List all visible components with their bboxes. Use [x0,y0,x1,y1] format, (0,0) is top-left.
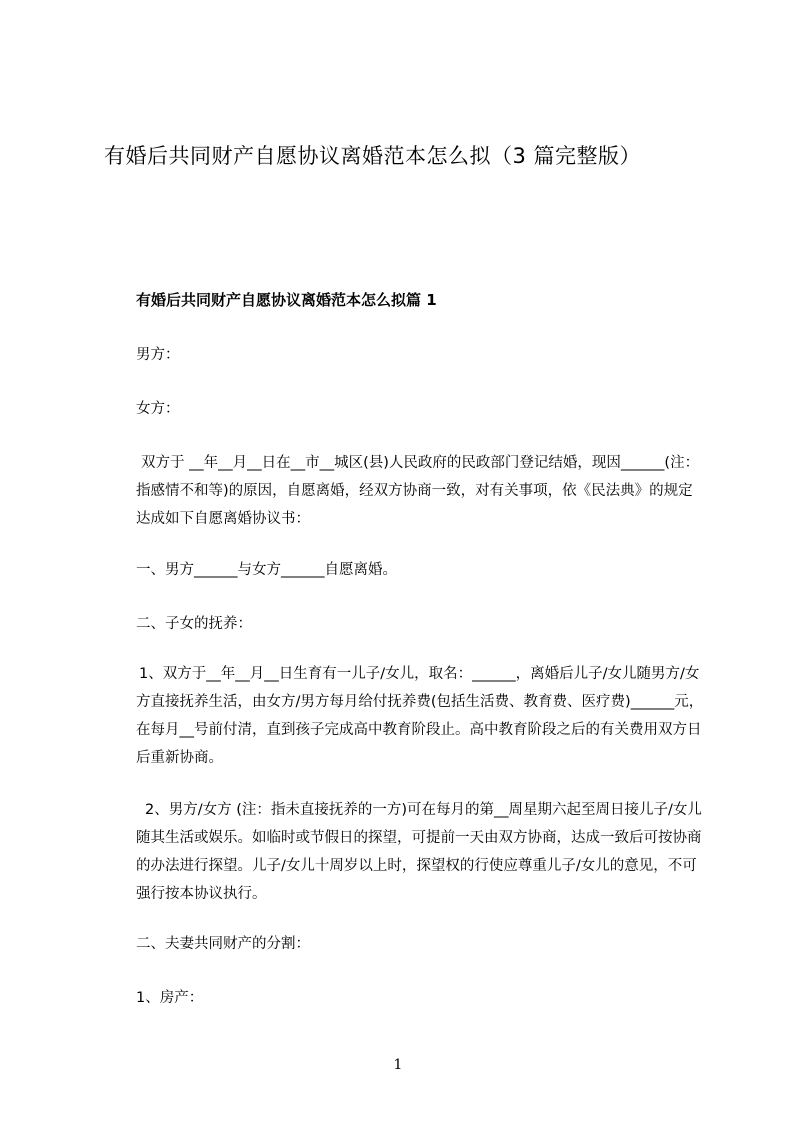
paragraph-child-custody: 1、双方于__年__月__日生育有一儿子/女儿，取名：______，离婚后儿子/女儿随男方/女方直接抚养生活，由女方/男方每月给付抚养费(包括生活费、教育费、医疗费)______元，在每月__号前付清，直到孩子完成高中教育阶段止。高中教育阶段之后的有关费用双方日后重新协商。 [136,666,704,766]
document-title: 有婚后共同财产自愿协议离婚范本怎么拟（3 篇完整版） [104,144,642,168]
paragraph-female-party: 女方： [136,401,180,417]
paragraph-clause-divorce: 一、男方______与女方______自愿离婚。 [136,562,397,578]
paragraph-real-estate: 1、房产： [136,990,204,1006]
section-heading: 有婚后共同财产自愿协议离婚范本怎么拟篇 1 [136,291,437,309]
paragraph-clause-property: 二、夫妻共同财产的分割： [136,936,310,952]
paragraph-male-party: 男方： [136,347,180,363]
paragraph-visitation: 2、男方/女方 (注：指未直接抚养的一方)可在每月的第__周星期六起至周日接儿子/女儿随其生活或娱乐。如临时或节假日的探望，可提前一天由双方协商，达成一致后可按协商的办法进行探望。儿子/女儿十周岁以上时，探望权的行使应尊重儿子/女儿的意见，不可强行按本协议执行。 [136,802,702,902]
paragraph-clause-children: 二、子女的抚养： [136,616,252,632]
paragraph-marriage-registration: 双方于 __年__月__日在__市__城区(县)人民政府的民政部门登记结婚，现因______(注：指感情不和等)的原因，自愿离婚，经双方协商一致，对有关事项，依《民法典》的规定达成如下自愿离婚协议书： [136,455,700,527]
page-number: 1 [393,1057,403,1073]
